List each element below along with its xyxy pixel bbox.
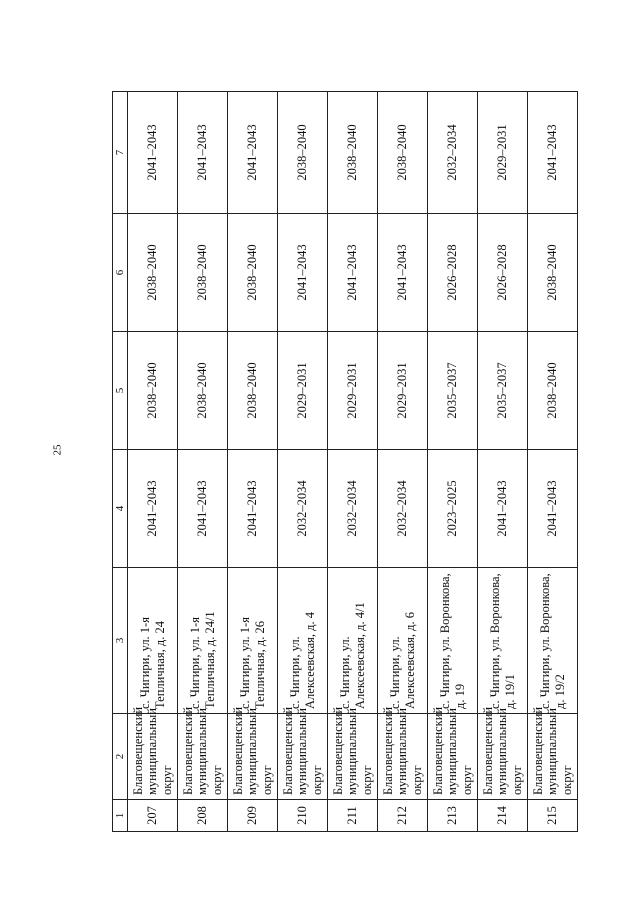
header-col-5: 5 [113,332,128,450]
table-row [328,92,378,832]
period-cell-6: 2026–2028 [428,214,478,332]
header-row [113,92,128,832]
period-cell-7: 2041–2043 [528,92,578,214]
period-cell-7: 2032–2034 [428,92,478,214]
period-cell-6: 2038–2040 [128,214,178,332]
period-cell-7: 2029–2031 [478,92,528,214]
schedule-table [112,91,578,832]
address-cell: с. Чигири, ул. 1-я Тепличная, д. 26 [228,568,278,714]
period-cell-5: 2038–2040 [528,332,578,450]
row-number: 215 [528,800,578,832]
period-cell-4: 2041–2043 [478,450,528,568]
address-cell: с. Чигири, ул. Воронкова, д. 19 [428,568,478,714]
table-row [128,92,178,832]
period-cell-7: 2041–2043 [128,92,178,214]
period-cell-7: 2041–2043 [228,92,278,214]
row-number: 212 [378,800,428,832]
period-cell-6: 2038–2040 [228,214,278,332]
period-cell-4: 2041–2043 [178,450,228,568]
district-cell: Благовещенский муниципальный округ [178,714,228,800]
period-cell-7: 2038–2040 [278,92,328,214]
address-cell: с. Чигири, ул. 1-я Тепличная, д. 24/1 [178,568,228,714]
period-cell-4: 2023–2025 [428,450,478,568]
district-cell: Благовещенский муниципальный округ [528,714,578,800]
district-cell: Благовещенский муниципальный округ [378,714,428,800]
table-rotated-wrapper [112,92,578,832]
period-cell-4: 2032–2034 [328,450,378,568]
period-cell-4: 2032–2034 [278,450,328,568]
period-cell-6: 2026–2028 [478,214,528,332]
period-cell-7: 2041–2043 [178,92,228,214]
header-col-3: 3 [113,568,128,714]
period-cell-5: 2035–2037 [428,332,478,450]
row-number: 211 [328,800,378,832]
table-row [278,92,328,832]
period-cell-6: 2038–2040 [528,214,578,332]
period-cell-4: 2041–2043 [228,450,278,568]
period-cell-5: 2029–2031 [378,332,428,450]
row-number: 210 [278,800,328,832]
row-number: 207 [128,800,178,832]
district-cell: Благовещенский муниципальный округ [428,714,478,800]
period-cell-6: 2041–2043 [278,214,328,332]
address-cell: с. Чигири, ул. 1-я Тепличная, д. 24 [128,568,178,714]
header-col-6: 6 [113,214,128,332]
row-number: 213 [428,800,478,832]
address-cell: с. Чигири, ул. Алексеевская, д. 4/1 [328,568,378,714]
period-cell-6: 2041–2043 [378,214,428,332]
district-cell: Благовещенский муниципальный округ [478,714,528,800]
address-cell: с. Чигири, ул. Воронкова, д. 19/1 [478,568,528,714]
table-row [228,92,278,832]
page-number: 25 [51,444,64,456]
row-number: 208 [178,800,228,832]
period-cell-4: 2032–2034 [378,450,428,568]
period-cell-5: 2029–2031 [278,332,328,450]
period-cell-5: 2029–2031 [328,332,378,450]
row-number: 209 [228,800,278,832]
address-cell: с. Чигири, ул. Алексеевская, д. 4 [278,568,328,714]
period-cell-7: 2038–2040 [328,92,378,214]
header-col-4: 4 [113,450,128,568]
period-cell-5: 2038–2040 [178,332,228,450]
row-number: 214 [478,800,528,832]
header-col-7: 7 [113,92,128,214]
district-cell: Благовещенский муниципальный округ [278,714,328,800]
period-cell-5: 2038–2040 [128,332,178,450]
header-col-1: 1 [113,800,128,832]
district-cell: Благовещенский муниципальный округ [228,714,278,800]
period-cell-6: 2038–2040 [178,214,228,332]
table-row [378,92,428,832]
table-row [478,92,528,832]
period-cell-7: 2038–2040 [378,92,428,214]
period-cell-5: 2035–2037 [478,332,528,450]
table-row [528,92,578,832]
district-cell: Благовещенский муниципальный округ [128,714,178,800]
table-row [428,92,478,832]
address-cell: с. Чигири, ул. Алексеевская, д. 6 [378,568,428,714]
header-col-2: 2 [113,714,128,800]
period-cell-6: 2041–2043 [328,214,378,332]
table-row [178,92,228,832]
district-cell: Благовещенский муниципальный округ [328,714,378,800]
address-cell: с. Чигири, ул. Воронкова, д. 19/2 [528,568,578,714]
period-cell-4: 2041–2043 [128,450,178,568]
period-cell-5: 2038–2040 [228,332,278,450]
period-cell-4: 2041–2043 [528,450,578,568]
